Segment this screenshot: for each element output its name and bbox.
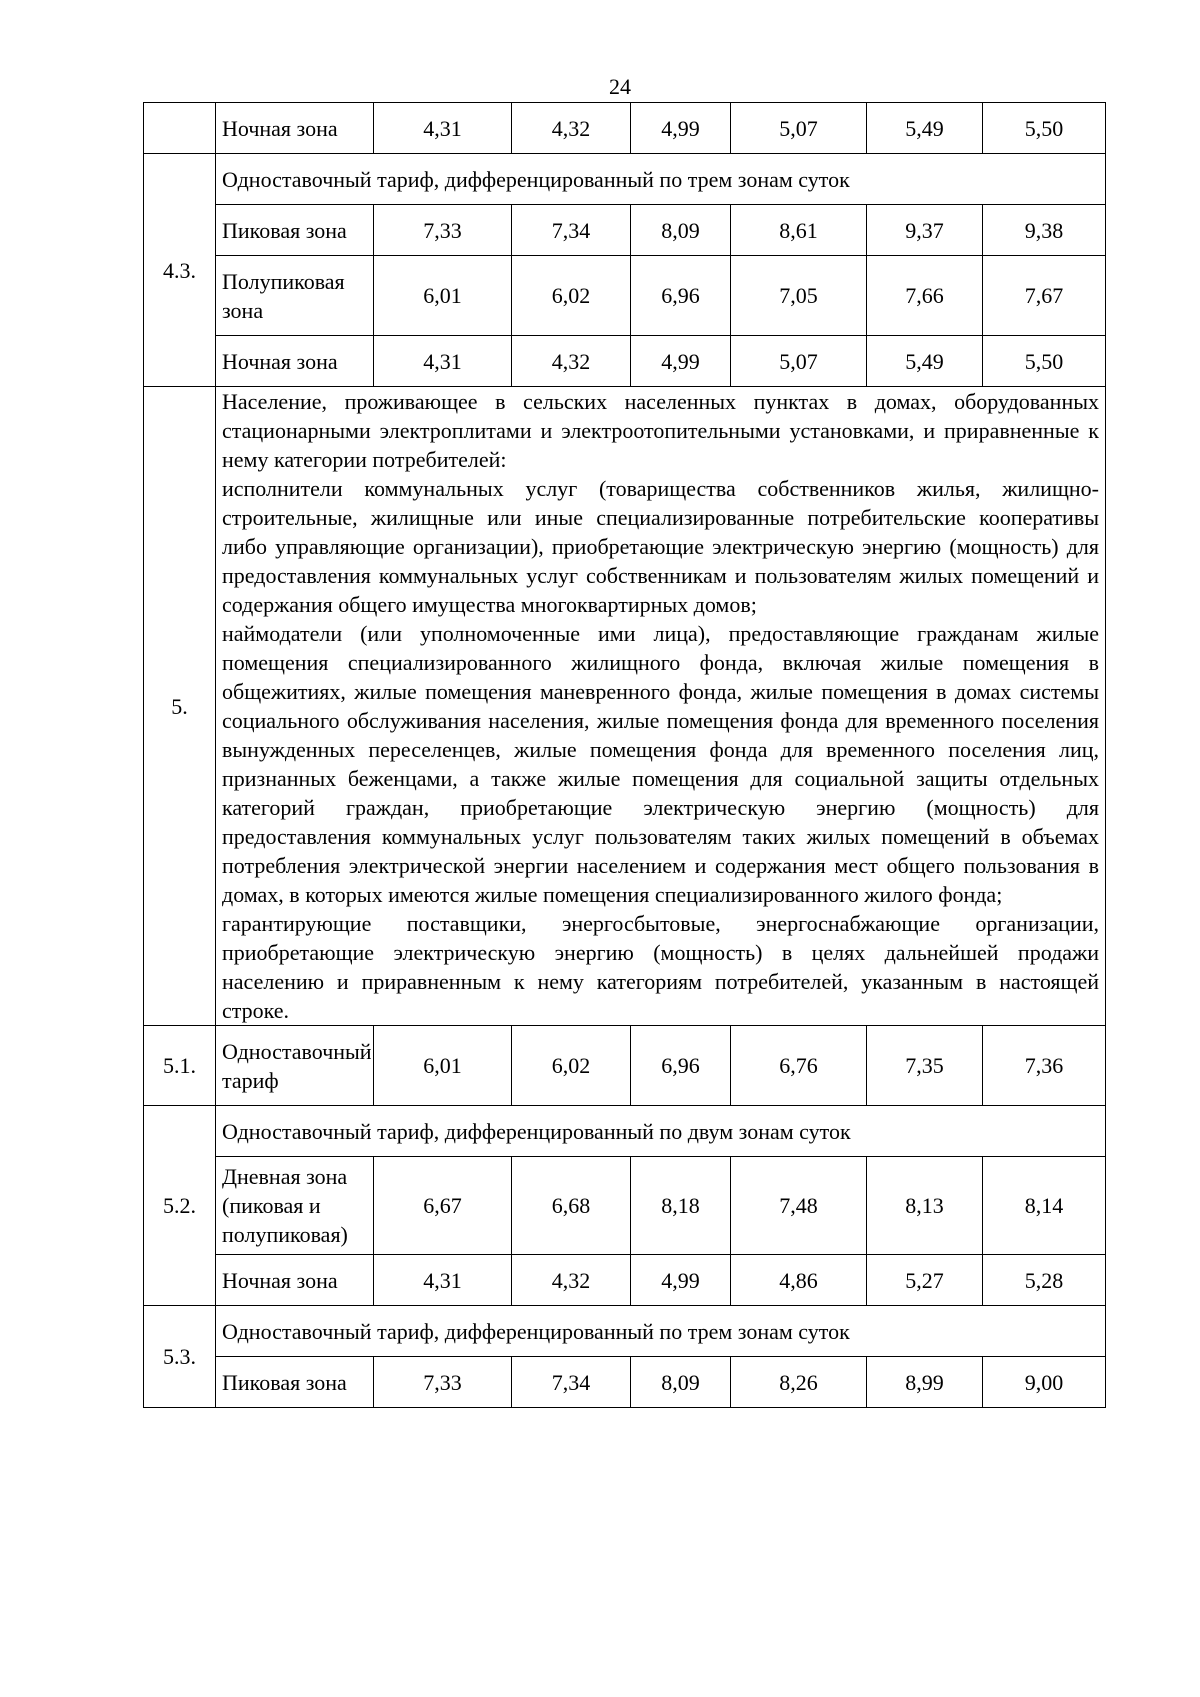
zone-label: Пиковая зона — [216, 205, 374, 256]
tariff-value: 7,33 — [374, 1357, 512, 1408]
table-row — [144, 205, 1106, 256]
table-row — [144, 1306, 1106, 1357]
tariff-value: 7,05 — [731, 256, 867, 336]
row-number — [144, 103, 216, 154]
tariff-value: 6,96 — [631, 1026, 731, 1106]
description-paragraph: наймодатели (или уполномоченные ими лица), предоставляющие гражданам жилые помещения специализированного жилищного фонда, включая жилые помещения в общежитиях, жилые помещения маневренного фонда, жилые помещения в домах системы социального обслуживания населения, жилые помещения фонда для временного поселения вынужденных переселенцев, жилые помещения фонда для временного поселения лиц, признанных беженцами, а также жилые помещения для социальной защиты отдельных категорий граждан, приобретающие электрическую энергию (мощность) для предоставления коммунальных услуг пользователям таких жилых помещений в объемах потребления электрической энергии населением и содержания мест общего пользования в домах, в которых имеются жилые помещения специализированного жилого фонда; — [222, 621, 1099, 907]
tariff-value: 4,31 — [374, 103, 512, 154]
zone-label: Одноставочный тариф — [216, 1026, 374, 1106]
table-row — [144, 1106, 1106, 1157]
tariff-value: 6,67 — [374, 1157, 512, 1255]
tariff-value: 4,31 — [374, 336, 512, 387]
tariff-value: 7,67 — [983, 256, 1106, 336]
tariff-value: 6,96 — [631, 256, 731, 336]
table-row — [144, 103, 1106, 154]
table-row — [144, 336, 1106, 387]
tariff-value: 5,28 — [983, 1255, 1106, 1306]
tariff-table — [143, 102, 1106, 1408]
tariff-value: 8,99 — [867, 1357, 983, 1408]
tariff-value: 5,07 — [731, 336, 867, 387]
table-row — [144, 256, 1106, 336]
table-row — [144, 1157, 1106, 1255]
consumer-category-description — [216, 387, 1106, 1026]
tariff-value: 8,14 — [983, 1157, 1106, 1255]
tariff-value: 4,32 — [512, 103, 631, 154]
table-row — [144, 154, 1106, 205]
tariff-value: 7,34 — [512, 205, 631, 256]
tariff-value: 8,26 — [731, 1357, 867, 1408]
tariff-value: 5,27 — [867, 1255, 983, 1306]
tariff-value: 4,32 — [512, 1255, 631, 1306]
tariff-value: 9,38 — [983, 205, 1106, 256]
tariff-value: 5,50 — [983, 336, 1106, 387]
zone-label: Ночная зона — [216, 1255, 374, 1306]
tariff-value: 6,02 — [512, 256, 631, 336]
zone-label: Ночная зона — [216, 103, 374, 154]
tariff-value: 4,86 — [731, 1255, 867, 1306]
tariff-value: 4,99 — [631, 1255, 731, 1306]
tariff-value: 4,31 — [374, 1255, 512, 1306]
zone-label: Ночная зона — [216, 336, 374, 387]
tariff-value: 4,99 — [631, 336, 731, 387]
row-number: 4.3. — [144, 154, 216, 387]
description-paragraph: Население, проживающее в сельских населенных пунктах в домах, оборудованных стационарными электроплитами и электроотопительными установками, и приравненные к нему категории потребителей: — [222, 389, 1099, 472]
row-number: 5.3. — [144, 1306, 216, 1408]
tariff-value: 4,99 — [631, 103, 731, 154]
tariff-value: 9,37 — [867, 205, 983, 256]
tariff-value: 5,49 — [867, 336, 983, 387]
description-paragraph: исполнители коммунальных услуг (товарищества собственников жилья, жилищно-строительные, жилищные или иные специализированные потребительские кооперативы либо управляющие организации), приобретающие электрическую энергию (мощность) для предоставления коммунальных услуг собственникам и пользователям жилых помещений и содержания общего имущества многоквартирных домов; — [222, 476, 1099, 617]
tariff-section-title: Одноставочный тариф, дифференцированный по двум зонам суток — [216, 1106, 1106, 1157]
tariff-value: 6,02 — [512, 1026, 631, 1106]
tariff-value: 5,07 — [731, 103, 867, 154]
tariff-value: 8,61 — [731, 205, 867, 256]
tariff-value: 8,18 — [631, 1157, 731, 1255]
tariff-value: 7,34 — [512, 1357, 631, 1408]
description-paragraph: гарантирующие поставщики, энергосбытовые, энергоснабжающие организации, приобретающие электрическую энергию (мощность) в целях дальнейшей продажи населению и приравненным к нему категориям потребителей, указанным в настоящей строке. — [222, 911, 1099, 1023]
table-row — [144, 1357, 1106, 1408]
zone-label: Полупиковая зона — [216, 256, 374, 336]
tariff-section-title: Одноставочный тариф, дифференцированный по трем зонам суток — [216, 1306, 1106, 1357]
table-row — [144, 1255, 1106, 1306]
tariff-value: 5,50 — [983, 103, 1106, 154]
tariff-value: 7,35 — [867, 1026, 983, 1106]
tariff-value: 6,01 — [374, 1026, 512, 1106]
row-number: 5.2. — [144, 1106, 216, 1306]
tariff-value: 9,00 — [983, 1357, 1106, 1408]
page-number: 24 — [609, 74, 631, 99]
tariff-section-title: Одноставочный тариф, дифференцированный по трем зонам суток — [216, 154, 1106, 205]
tariff-value: 6,01 — [374, 256, 512, 336]
tariff-value: 7,66 — [867, 256, 983, 336]
tariff-value: 8,09 — [631, 1357, 731, 1408]
tariff-value: 7,48 — [731, 1157, 867, 1255]
zone-label: Дневная зона (пиковая и полупиковая) — [216, 1157, 374, 1255]
zone-label: Пиковая зона — [216, 1357, 374, 1408]
row-number: 5. — [144, 387, 216, 1026]
tariff-value: 8,09 — [631, 205, 731, 256]
tariff-value: 5,49 — [867, 103, 983, 154]
row-number: 5.1. — [144, 1026, 216, 1106]
table-row — [144, 1026, 1106, 1106]
tariff-value: 7,33 — [374, 205, 512, 256]
tariff-value: 7,36 — [983, 1026, 1106, 1106]
tariff-value: 6,68 — [512, 1157, 631, 1255]
tariff-value: 8,13 — [867, 1157, 983, 1255]
tariff-value: 6,76 — [731, 1026, 867, 1106]
table-row — [144, 387, 1106, 1026]
tariff-value: 4,32 — [512, 336, 631, 387]
